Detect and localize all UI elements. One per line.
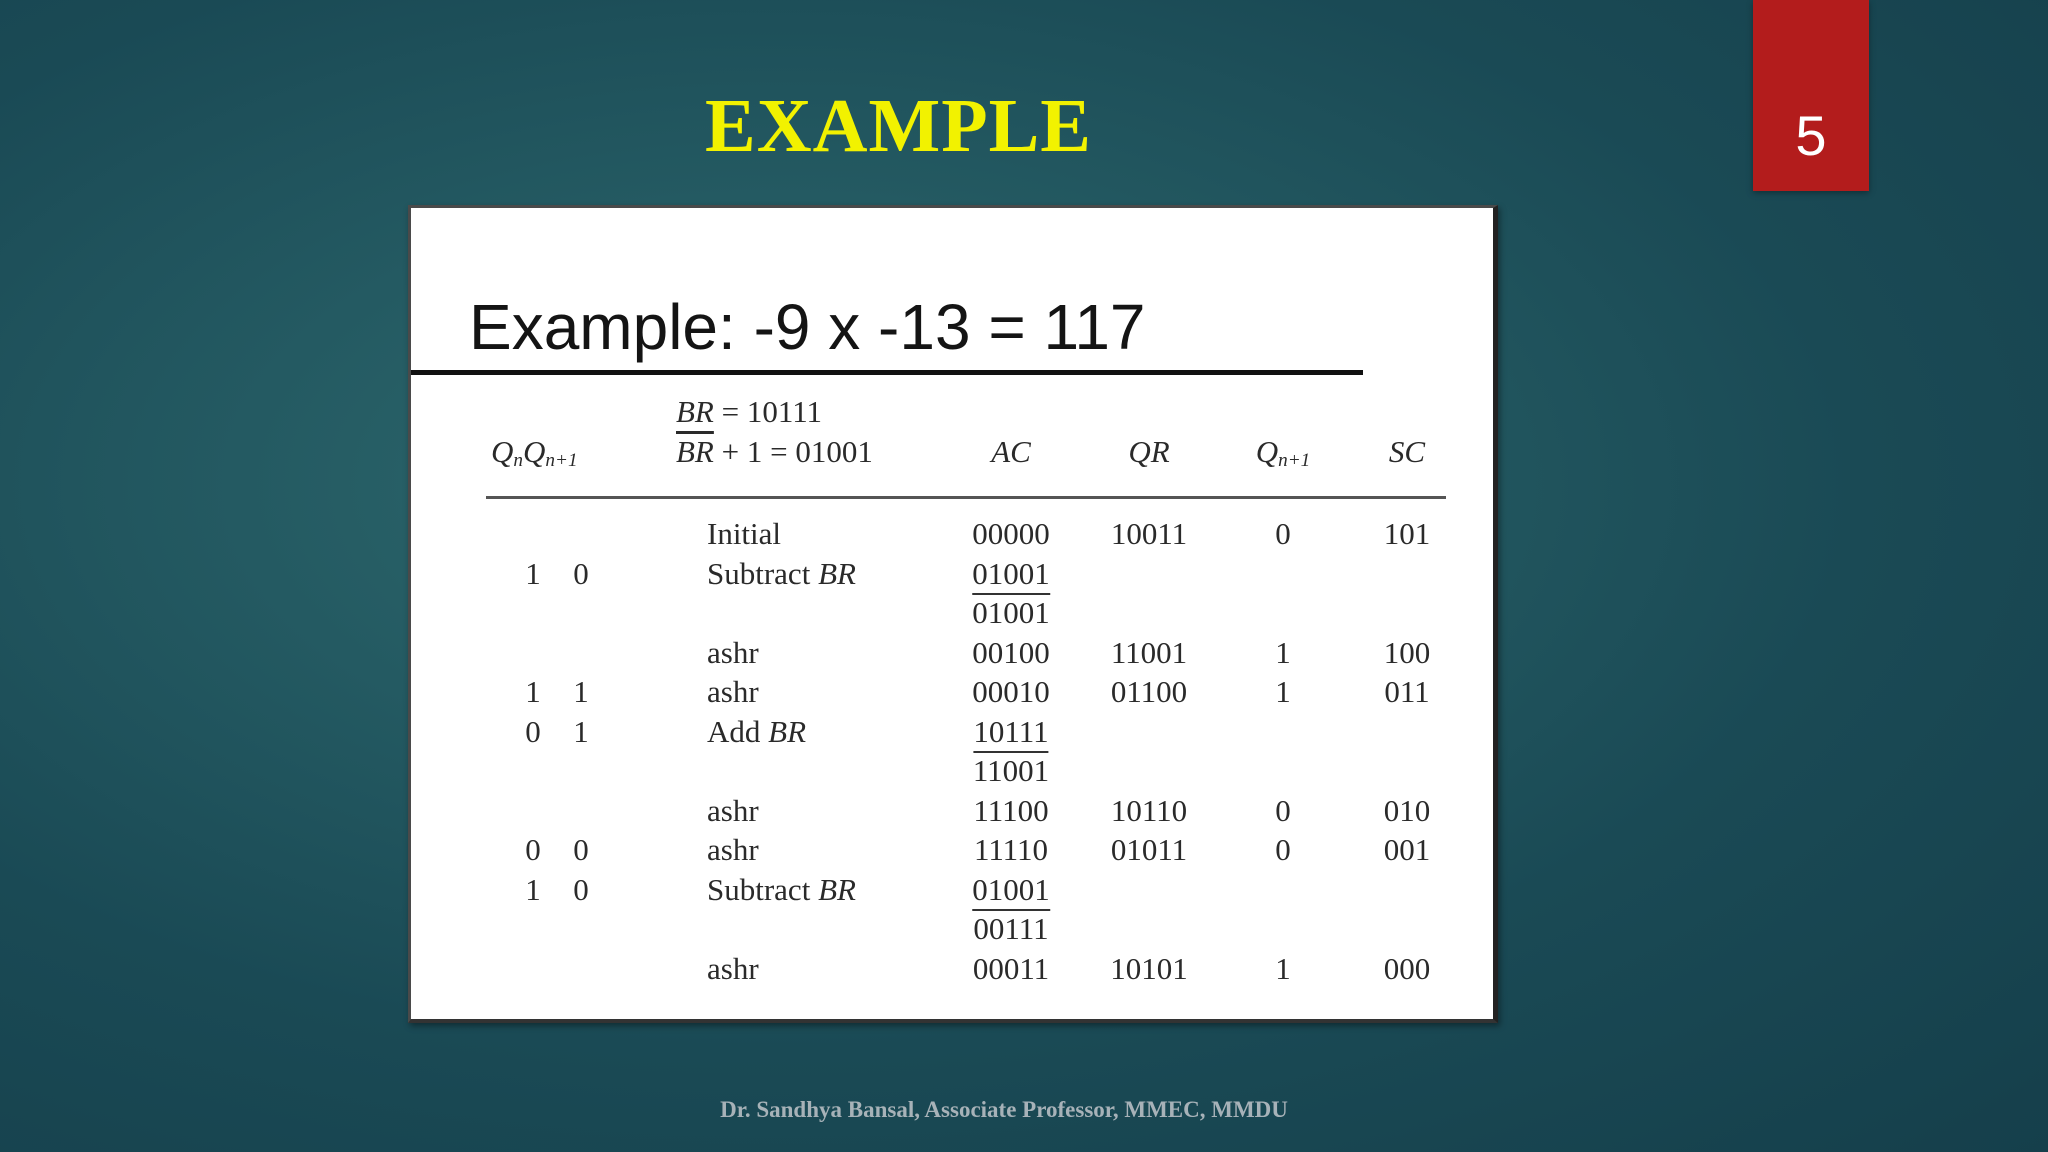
cell-op: ashr [707, 792, 759, 828]
cell-sc: 001 [1383, 832, 1431, 867]
cell-ac: 01001 [972, 595, 1050, 630]
cell-ac: 11110 [973, 832, 1049, 867]
page-number-badge: 5 [1753, 0, 1869, 191]
header-ac: AC [991, 434, 1031, 469]
figure-heading: Example: -9 x -13 = 117 [469, 291, 1146, 363]
cell-op: ashr [707, 832, 759, 867]
cell-op: Add BR [707, 713, 807, 749]
cell-q: 0 [1275, 516, 1291, 551]
header-qr: QR [1128, 434, 1170, 469]
cell-qr: 10101 [1110, 950, 1188, 986]
cell-q: 0 [1275, 832, 1291, 867]
cell-sc: 101 [1383, 516, 1431, 551]
cell-qr: 01100 [1110, 674, 1188, 709]
cell-qr: 10011 [1110, 516, 1188, 551]
cell-op: Initial [707, 516, 782, 551]
header-br-value: BR = 10111 [676, 394, 823, 429]
cell-qn: 0 [525, 832, 541, 867]
cell-ac: 10111 [973, 716, 1048, 747]
cell-q: 0 [1275, 792, 1291, 828]
cell-op: ashr [707, 634, 759, 670]
header-sc: SC [1388, 434, 1426, 469]
cell-op: Subtract BR [707, 871, 856, 907]
cell-qn1: 1 [573, 713, 589, 749]
cell-ac: 01001 [972, 558, 1050, 589]
cell-sc: 100 [1383, 634, 1431, 670]
cell-qn1: 0 [573, 832, 589, 867]
cell-ac: 00010 [972, 674, 1050, 709]
cell-qn: 0 [525, 713, 541, 749]
header-qn-qn1: $Q_nQ_{n+1}$ [491, 434, 578, 471]
heading-underline [411, 370, 1363, 375]
slide-title: EXAMPLE [705, 84, 1092, 168]
cell-op: Subtract BR [707, 555, 856, 591]
cell-ac: 00100 [972, 634, 1050, 670]
slide-footer: Dr. Sandhya Bansal, Associate Professor, MMEC, MMDU [720, 1097, 1288, 1122]
cell-qn1: 0 [573, 871, 589, 907]
booth-example-figure [408, 205, 1498, 1023]
cell-ac: 11100 [973, 792, 1049, 828]
cell-qn: 1 [525, 674, 541, 709]
cell-ac: 00000 [972, 516, 1050, 551]
cell-ac: 00011 [972, 950, 1050, 986]
cell-qn1: 0 [573, 555, 589, 591]
cell-sc: 000 [1383, 950, 1431, 986]
cell-ac: 00111 [973, 911, 1049, 946]
cell-qr: 10110 [1110, 792, 1188, 828]
header-br-complement: $\overline{BR} + 1 = 01001$ [676, 434, 873, 469]
cell-sc: 011 [1384, 674, 1430, 709]
header-qn1: $Q_{n+1}$ [1255, 434, 1311, 471]
cell-op: ashr [707, 950, 759, 986]
cell-qn1: 1 [573, 674, 589, 709]
cell-q: 1 [1275, 950, 1291, 986]
header-rule [486, 496, 1446, 499]
cell-qn: 1 [525, 871, 541, 907]
cell-qn: 1 [525, 555, 541, 591]
cell-qr: 11001 [1110, 634, 1188, 670]
cell-sc: 010 [1383, 792, 1431, 828]
cell-qr: 01011 [1110, 832, 1188, 867]
cell-op: ashr [707, 674, 759, 709]
cell-ac: 11001 [972, 753, 1050, 788]
cell-q: 1 [1275, 634, 1291, 670]
cell-q: 1 [1275, 674, 1291, 709]
cell-ac: 01001 [972, 874, 1050, 905]
